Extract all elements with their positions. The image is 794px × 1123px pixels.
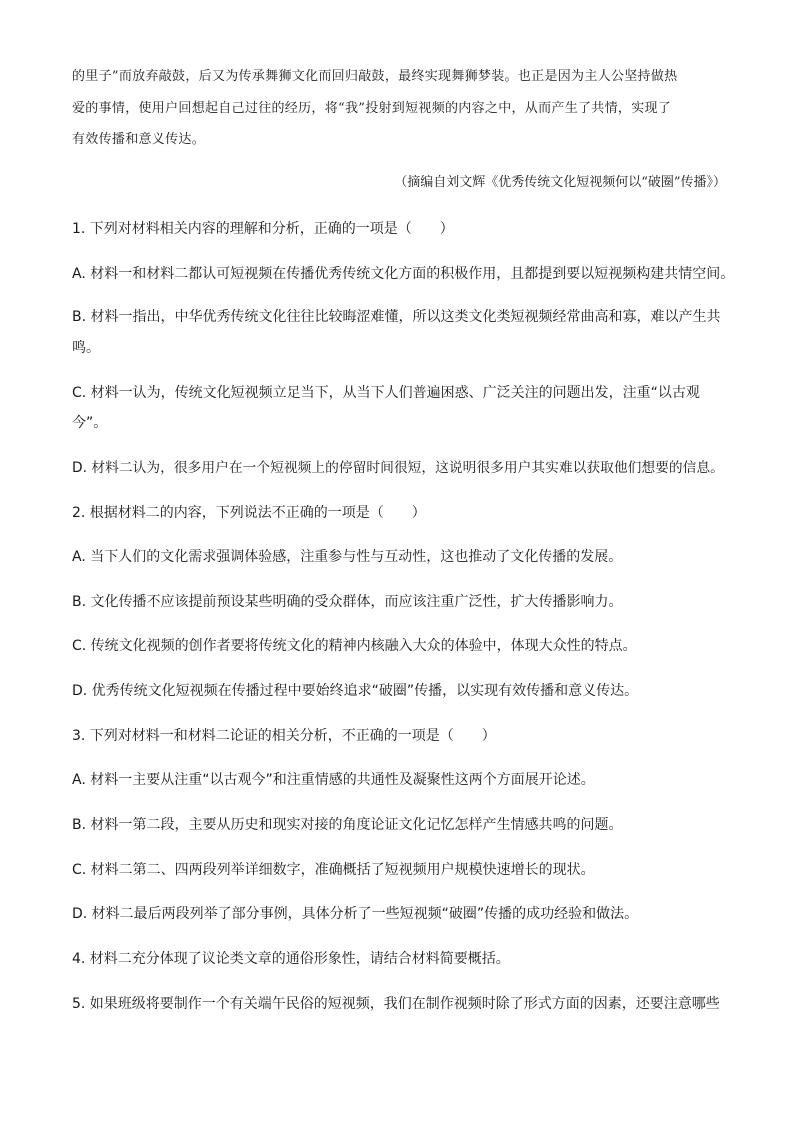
question-3-option-d: D. 材料二最后两段列举了部分事例，具体分析了一些短视频“破圈”传播的成功经验和做法。: [72, 906, 639, 922]
question-1-option-c-line-1: C. 材料一认为，传统文化短视频立足当下，从当下人们普遍困惑、广泛关注的问题出发，注重“以古观: [72, 385, 700, 401]
question-2-option-c: C. 传统文化视频的创作者要将传统文化的精神内核融入大众的体验中，体现大众性的特点。: [72, 638, 637, 654]
intro-line-3: 有效传播和意义传达。: [72, 132, 206, 147]
question-2-option-d: D. 优秀传统文化短视频在传播过程中要始终追求“破圈”传播，以实现有效传播和意义传达。: [72, 683, 639, 699]
question-3-option-a: A. 材料一主要从注重“以古观今”和注重情感的共通性及凝聚性这两个方面展开论述。: [72, 772, 595, 788]
question-1-option-a: A. 材料一和材料二都认可短视频在传播优秀传统文化方面的积极作用，且都提到要以短视频构建共情空间。: [72, 266, 735, 282]
question-3-stem: 3. 下列对材料一和材料二论证的相关分析，不正确的一项是（ ）: [72, 728, 496, 744]
question-1-option-b-line-1: B. 材料一指出，中华优秀传统文化往往比较晦涩难懂，所以这类文化类短视频经常曲高和寡，难以产生共: [72, 309, 721, 325]
question-3-option-c: C. 材料二第二、四两段列举详细数字，准确概括了短视频用户规模快速增长的现状。: [72, 862, 595, 878]
question-2-option-b: B. 文化传播不应该提前预设某些明确的受众群体，而应该注重广泛性，扩大传播影响力。: [72, 594, 623, 610]
question-4-stem: 4. 材料二充分体现了议论类文章的通俗形象性，请结合材料简要概括。: [72, 951, 510, 967]
question-2-stem: 2. 根据材料二的内容，下列说法不正确的一项是（ ）: [72, 505, 426, 521]
question-3-option-b: B. 材料一第二段，主要从历史和现实对接的角度论证文化记忆怎样产生情感共鸣的问题。: [72, 817, 623, 833]
question-1-option-d: D. 材料二认为，很多用户在一个短视频上的停留时间很短，这说明很多用户其实难以获取他们想要的信息。: [72, 460, 724, 476]
intro-line-2: 爱的事情，使用户回想起自己过往的经历，将“我”投射到短视频的内容之中，从而产生了共情，实现了: [72, 101, 672, 116]
question-1-option-c-line-2: 今”。: [72, 415, 108, 431]
question-2-option-a: A. 当下人们的文化需求强调体验感，注重参与性与互动性，这也推动了文化传播的发展。: [72, 549, 623, 565]
intro-line-1: 的里子”而放弃敲鼓，后又为传承舞狮文化而回归敲鼓，最终实现舞狮梦装。也正是因为主人公坚持做热: [72, 69, 678, 84]
question-1-stem: 1. 下列对材料相关内容的理解和分析，正确的一项是（ ）: [72, 221, 454, 237]
source-citation: （摘编自刘文辉《优秀传统文化短视频何以“破圈”传播》）: [394, 175, 726, 190]
question-1-option-b-line-2: 鸣。: [72, 340, 100, 356]
question-5-stem: 5. 如果班级将要制作一个有关端午民俗的短视频，我们在制作视频时除了形式方面的因素，还要注意哪些: [72, 996, 720, 1012]
